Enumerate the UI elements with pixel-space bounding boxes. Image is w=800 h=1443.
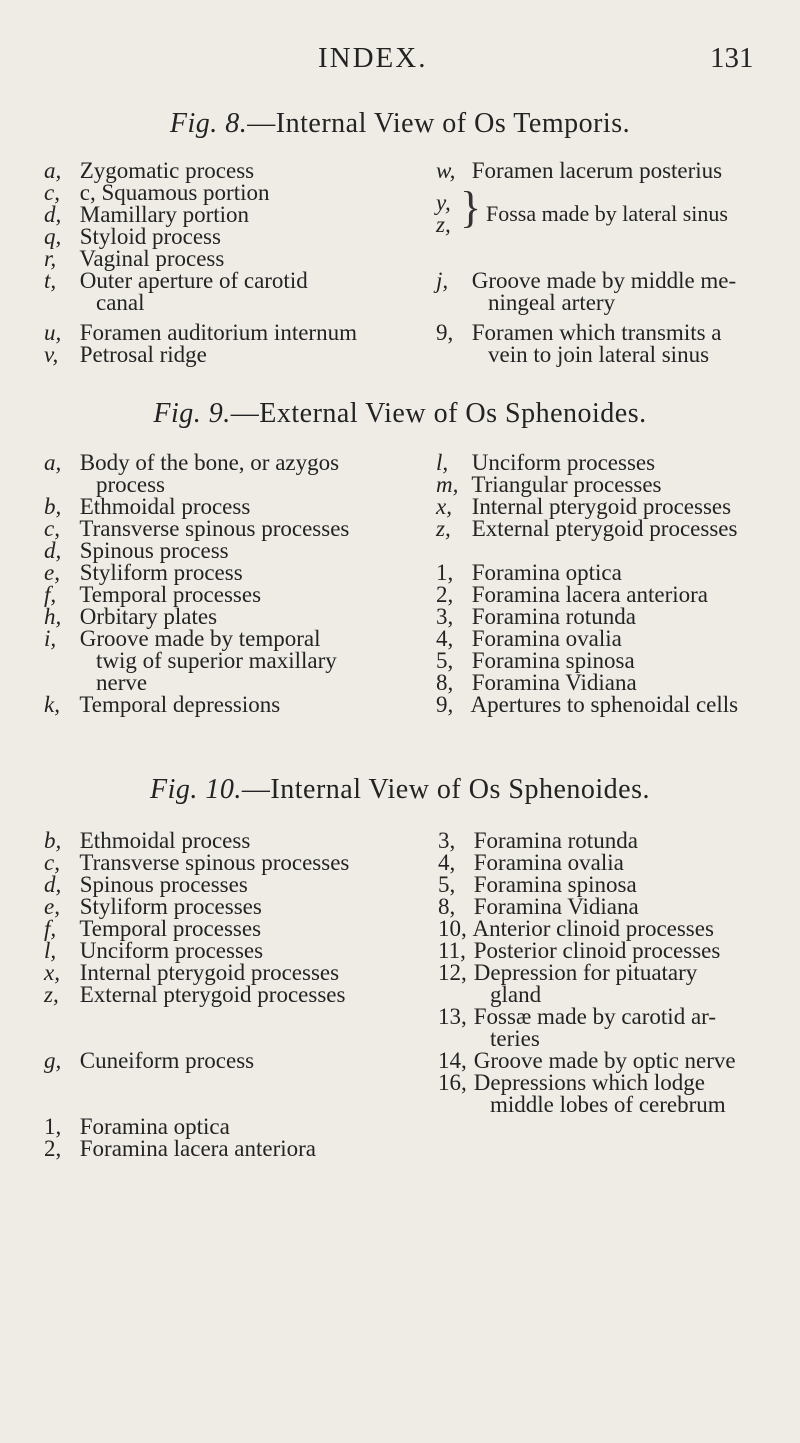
fig8-entry-j: j, Groove made by middle me- ningeal artery <box>436 268 737 315</box>
fig9-caption: —External View of Os Sphenoides. <box>230 398 647 429</box>
fig10-entry-g: g, Cuneiform process <box>44 1048 255 1073</box>
fig10-entry-1: 1, Foramina optica <box>44 1114 230 1139</box>
fig8-entry-a: a, Zygomatic process <box>44 158 255 183</box>
fig9-entry-4: 4, Foramina ovalia <box>436 626 622 651</box>
fig8-caption: —Internal View of Os Temporis. <box>247 108 631 139</box>
fig9-entry-z: z, External pterygoid processes <box>436 516 738 541</box>
fig10-entry-10: 10, Anterior clinoid processes <box>438 916 714 941</box>
fig10-entry-c: c, Transverse spinous processes <box>44 850 350 875</box>
fig10-entry-x: x, Internal pterygoid processes <box>44 960 340 985</box>
fig9-entry-i: i, Groove made by temporal twig of superior maxillary nerve <box>44 626 337 695</box>
fig9-entry-2: 2, Foramina lacera anteriora <box>436 582 709 607</box>
running-title: INDEX. <box>318 42 428 74</box>
fig8-entry-yz: y, z, } Fossa made by lateral sinus <box>436 183 728 237</box>
fig10-entry-4: 4, Foramina ovalia <box>438 850 624 875</box>
fig8-entry-q: q, Styloid process <box>44 224 221 249</box>
fig9-entry-c: c, Transverse spinous processes <box>44 516 350 541</box>
fig10-entry-3: 3, Foramina rotunda <box>438 828 638 853</box>
fig10-entry-l: l, Unciform processes <box>44 938 264 963</box>
fig10-entry-11: 11, Posterior clinoid processes <box>438 938 721 963</box>
fig9-entry-l: l, Unciform processes <box>436 450 656 475</box>
fig10-title <box>0 774 800 806</box>
fig10-entry-f: f, Temporal processes <box>44 916 262 941</box>
fig10-entry-d: d, Spinous processes <box>44 872 248 897</box>
fig9-entry-d: d, Spinous process <box>44 538 229 563</box>
fig8-title <box>0 108 800 140</box>
fig9-number: Fig. 9. <box>153 398 231 429</box>
fig9-title <box>0 398 800 430</box>
fig8-entry-v: v, Petrosal ridge <box>44 342 207 367</box>
fig9-entry-a: a, Body of the bone, or azygos process <box>44 450 340 497</box>
fig8-number: Fig. 8. <box>169 108 248 139</box>
fig9-entry-m: m, Triangular processes <box>436 472 662 497</box>
fig10-entry-e: e, Styliform processes <box>44 894 262 919</box>
fig10-number: Fig. 10. <box>150 774 242 805</box>
fig10-entry-16: 16, Depressions which lodge middle lobes of cerebrum <box>438 1070 726 1117</box>
brace-icon: } <box>460 183 482 232</box>
fig10-entry-2: 2, Foramina lacera anteriora <box>44 1136 317 1161</box>
fig9-entry-8: 8, Foramina Vidiana <box>436 670 637 695</box>
fig9-entry-f: f, Temporal processes <box>44 582 262 607</box>
fig8-entry-d: d, Mamillary portion <box>44 202 250 227</box>
fig9-entry-k: k, Temporal depressions <box>44 692 281 717</box>
fig10-entry-8: 8, Foramina Vidiana <box>438 894 639 919</box>
fig10-caption: —Internal View of Os Sphenoides. <box>241 774 650 805</box>
fig9-entry-b: b, Ethmoidal process <box>44 494 251 519</box>
fig10-entry-14: 14, Groove made by optic nerve <box>438 1048 736 1073</box>
fig9-entry-x: x, Internal pterygoid processes <box>436 494 732 519</box>
fig8-entry-w: w, Foramen lacerum posterius <box>436 158 723 183</box>
fig9-entry-3: 3, Foramina rotunda <box>436 604 636 629</box>
fig10-entry-z: z, External pterygoid processes <box>44 982 346 1007</box>
page-header <box>0 42 800 82</box>
fig9-entry-1: 1, Foramina optica <box>436 560 622 585</box>
fig9-entry-h: h, Orbitary plates <box>44 604 218 629</box>
fig8-entry-u: u, Foramen auditorium internum <box>44 320 357 345</box>
page-number: 131 <box>710 42 754 74</box>
fig10-entry-12: 12, Depression for pituatary gland <box>438 960 698 1007</box>
fig8-entry-t: t, Outer aperture of carotid canal <box>44 268 308 315</box>
fig10-entry-5: 5, Foramina spinosa <box>438 872 637 897</box>
fig10-entry-b: b, Ethmoidal process <box>44 828 251 853</box>
fig8-entry-c: c, c, Squamous portion <box>44 180 270 205</box>
fig9-entry-5: 5, Foramina spinosa <box>436 648 635 673</box>
fig8-entry-9: 9, Foramen which transmits a vein to join lateral sinus <box>436 320 722 367</box>
fig9-entry-e: e, Styliform process <box>44 560 243 585</box>
fig10-entry-13: 13, Fossæ made by carotid ar- teries <box>438 1004 717 1051</box>
fig9-entry-9: 9, Apertures to sphenoidal cells <box>436 692 739 717</box>
fig8-entry-r: r, Vaginal process <box>44 246 225 271</box>
